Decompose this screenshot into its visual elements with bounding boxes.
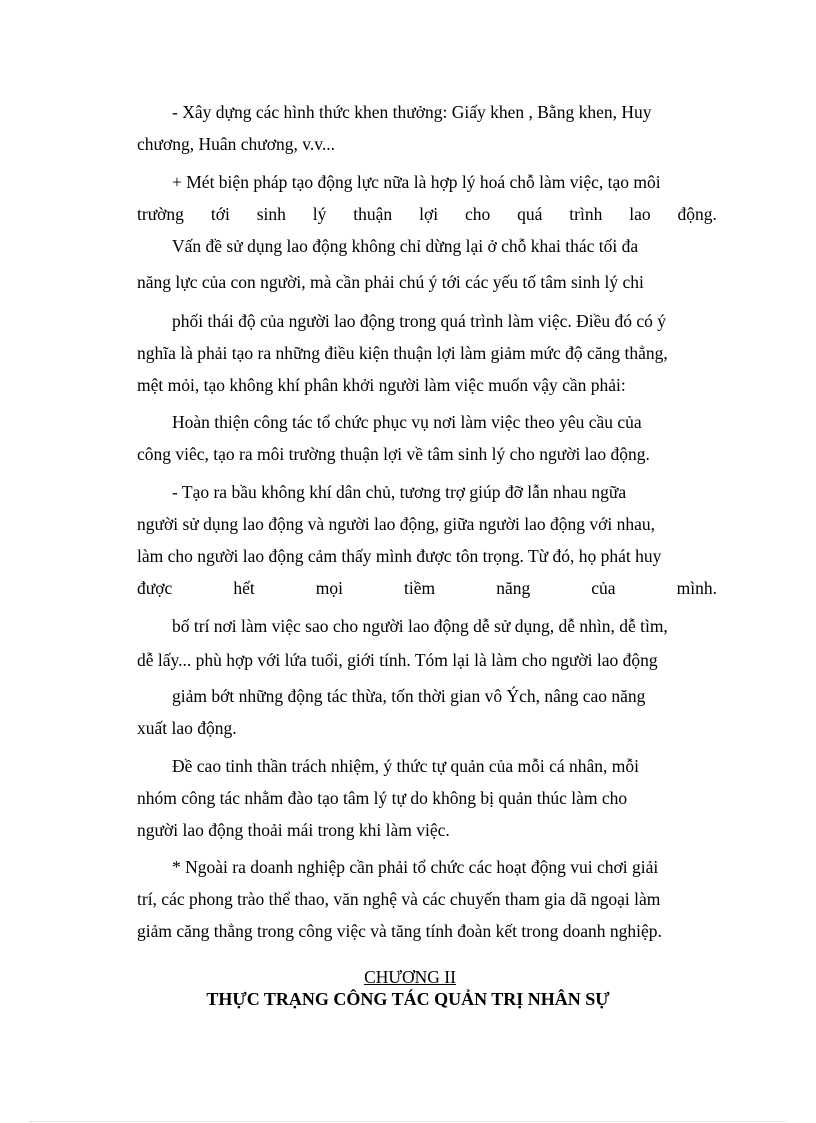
word: trình — [569, 204, 603, 224]
text-line: bố trí nơi làm việc sao cho người lao động dễ sử dụng, dễ nhìn, dễ tìm, — [172, 616, 668, 636]
word: cho — [464, 204, 491, 224]
text-line: người lao động thoải mái trong khi làm việc. — [137, 820, 450, 840]
chapter-title: THỰC TRẠNG CÔNG TÁC QUẢN TRỊ NHÂN SỰ — [206, 989, 610, 1009]
text-line: làm cho người lao động cảm thấy mình được tôn trọng. Từ đó, họ phát huy — [137, 546, 662, 566]
word: tiềm — [404, 578, 436, 598]
text-line: trí, các phong trào thể thao, văn nghệ và các chuyến tham gia dã ngoại làm — [137, 889, 661, 909]
word: trường — [137, 204, 184, 224]
text-line: Vấn đề sử dụng lao động không chỉ dừng lại ở chỗ khai thác tối đa — [172, 236, 639, 256]
text-line: giảm bớt những động tác thừa, tốn thời gian vô Ých, nâng cao năng — [172, 686, 646, 706]
word: lý — [312, 204, 327, 224]
word: lao — [629, 204, 651, 224]
text-line: Hoàn thiện công tác tổ chức phục vụ nơi làm việc theo yêu cầu của — [172, 412, 642, 432]
word: sinh — [256, 204, 286, 224]
justified-line — [137, 203, 717, 225]
word: quá — [517, 204, 543, 224]
text-line: giảm căng thẳng trong công việc và tăng tính đoàn kết trong doanh nghiệp. — [137, 921, 662, 941]
word: tới — [210, 204, 230, 224]
word: của — [591, 578, 616, 598]
text-line: nhóm công tác nhằm đào tạo tâm lý tự do không bị quản thúc làm cho — [137, 788, 628, 808]
word: thuận — [353, 204, 393, 224]
text-line: xuất lao động. — [137, 718, 237, 738]
text-line: dễ lấy... phù hợp với lứa tuổi, giới tính. Tóm lại là làm cho người lao động — [137, 650, 658, 670]
text-line: phối thái độ của người lao động trong quá trình làm việc. Điều đó có ý — [172, 311, 667, 331]
text-line: - Xây dựng các hình thức khen thưởng: Giấy khen , Bằng khen, Huy — [172, 102, 652, 122]
text-line: công viêc, tạo ra môi trường thuận lợi về tâm sinh lý cho người lao động. — [137, 444, 650, 464]
text-line: người sử dụng lao động và người lao động, giữa người lao động với nhau, — [137, 514, 656, 534]
word: hết — [233, 578, 255, 598]
chapter-number: CHƯƠNG II — [364, 967, 456, 987]
text-line: + Mét biện pháp tạo động lực nữa là hợp lý hoá chỗ làm việc, tạo môi — [172, 172, 661, 192]
word: động. — [677, 204, 717, 224]
text-line: chương, Huân chương, v.v... — [137, 134, 336, 154]
word: mọi — [315, 578, 343, 598]
word: lợi — [419, 204, 439, 224]
word: năng — [496, 578, 531, 598]
word: mình. — [676, 578, 717, 598]
page-bottom-divider — [30, 1121, 786, 1122]
text-line: năng lực của con người, mà cần phải chú ý tới các yếu tố tâm sinh lý chi — [137, 272, 644, 292]
text-line: Đề cao tinh thần trách nhiệm, ý thức tự quản của mỗi cá nhân, mỗi — [172, 756, 640, 776]
justified-line — [137, 577, 717, 599]
text-line: nghĩa là phải tạo ra những điều kiện thuận lợi làm giảm mức độ căng thẳng, — [137, 343, 668, 363]
text-line: * Ngoài ra doanh nghiệp cần phải tổ chức các hoạt động vui chơi giải — [172, 857, 659, 877]
text-line: mệt mỏi, tạo không khí phân khởi người làm việc muốn vậy cần phải: — [137, 375, 626, 395]
word: được — [137, 578, 173, 598]
text-line: - Tạo ra bầu không khí dân chủ, tương trợ giúp đỡ lẫn nhau ngữa — [172, 482, 627, 502]
